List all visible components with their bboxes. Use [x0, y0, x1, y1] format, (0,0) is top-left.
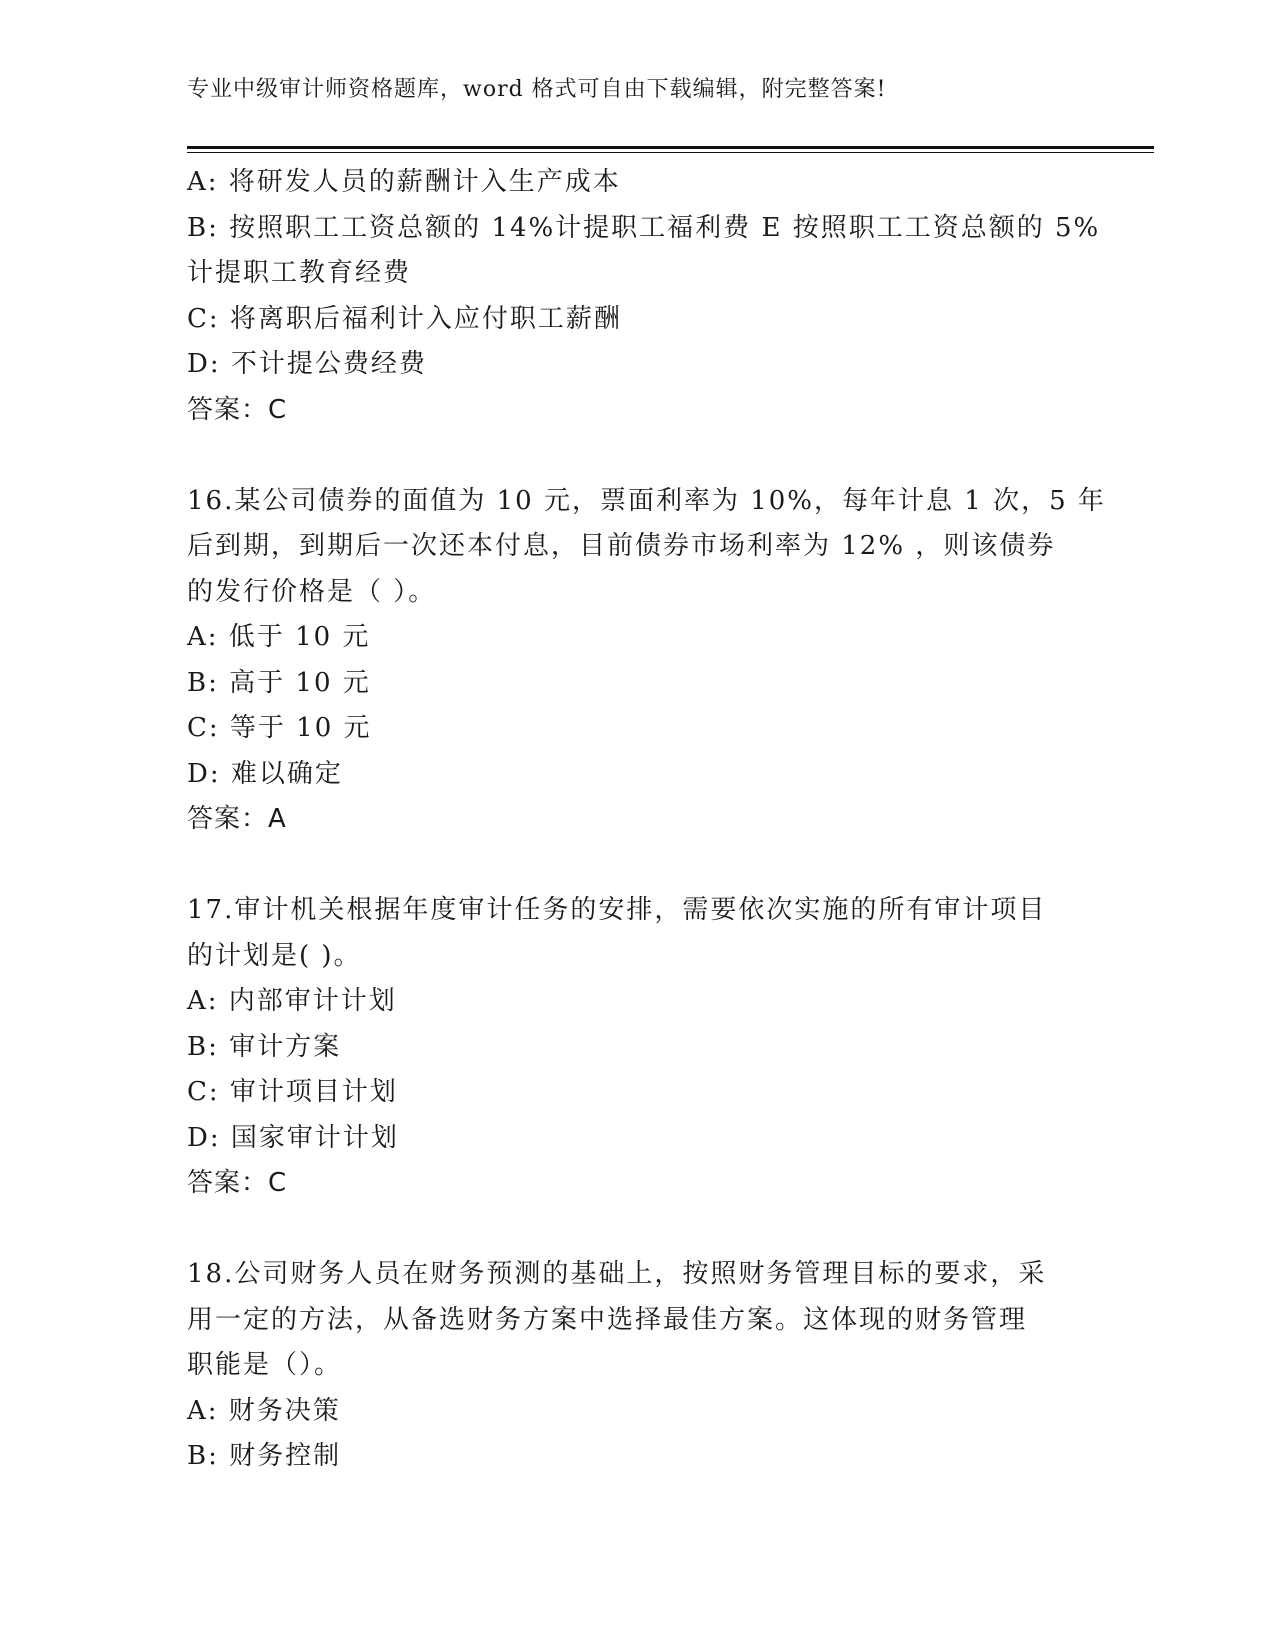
option-d: D: 难以确定	[187, 758, 343, 789]
answer: 答案：A	[187, 804, 287, 834]
header-rule-thick	[187, 146, 1154, 149]
option-a: A: 财务决策	[187, 1395, 341, 1426]
question-15	[187, 160, 1101, 433]
page-header: 专业中级审计师资格题库，word 格式可自由下载编辑，附完整答案!	[187, 77, 887, 102]
question-stem: 用一定的方法，从备选财务方案中选择最佳方案。这体现的财务管理	[187, 1304, 1028, 1335]
spacer	[187, 1207, 1087, 1253]
option-d: D: 不计提公费经费	[187, 349, 427, 379]
question-18	[187, 1252, 1087, 1480]
spacer	[187, 433, 1087, 479]
option-a: A: 将研发人员的薪酬计入生产成本	[187, 167, 621, 197]
option-a: A: 内部审计计划	[187, 986, 397, 1016]
option-c: C: 审计项目计划	[187, 1077, 398, 1107]
question-stem: 职能是（）。	[187, 1350, 343, 1380]
question-stem: 17.审计机关根据年度审计任务的安排，需要依次实施的所有审计项目	[187, 895, 1047, 925]
question-16	[187, 479, 1106, 843]
option-b: B: 审计方案	[187, 1031, 342, 1062]
question-stem: 的计划是( )。	[187, 940, 362, 971]
question-stem: 16.某公司债券的面值为 10 元，票面利率为 10%，每年计息 1 次，5 年	[187, 485, 1106, 516]
option-b: B: 高于 10 元	[187, 667, 371, 698]
option-b: B: 财务控制	[187, 1441, 342, 1471]
option-d: D: 国家审计计划	[187, 1122, 399, 1153]
option-c: C: 等于 10 元	[187, 713, 372, 743]
question-stem: 的发行价格是（ ）。	[187, 576, 437, 607]
answer: 答案：C	[187, 394, 288, 425]
answer: 答案：C	[187, 1168, 288, 1198]
question-stem: 后到期，到期后一次还本付息，目前债券市场利率为 12% ，则该债券	[187, 531, 1056, 561]
option-a: A: 低于 10 元	[187, 622, 371, 652]
spacer	[187, 843, 1087, 889]
question-stem: 18.公司财务人员在财务预测的基础上，按照财务管理目标的要求，采	[187, 1259, 1047, 1289]
option-b: B: 按照职工工资总额的 14%计提职工福利费 E 按照职工工资总额的 5%	[187, 212, 1101, 243]
header-rule-thin	[187, 152, 1154, 153]
option-c: C: 将离职后福利计入应付职工薪酬	[187, 303, 622, 334]
question-17	[187, 888, 1087, 1207]
option-b-continued: 计提职工教育经费	[187, 258, 412, 288]
document-body	[187, 160, 1106, 1480]
